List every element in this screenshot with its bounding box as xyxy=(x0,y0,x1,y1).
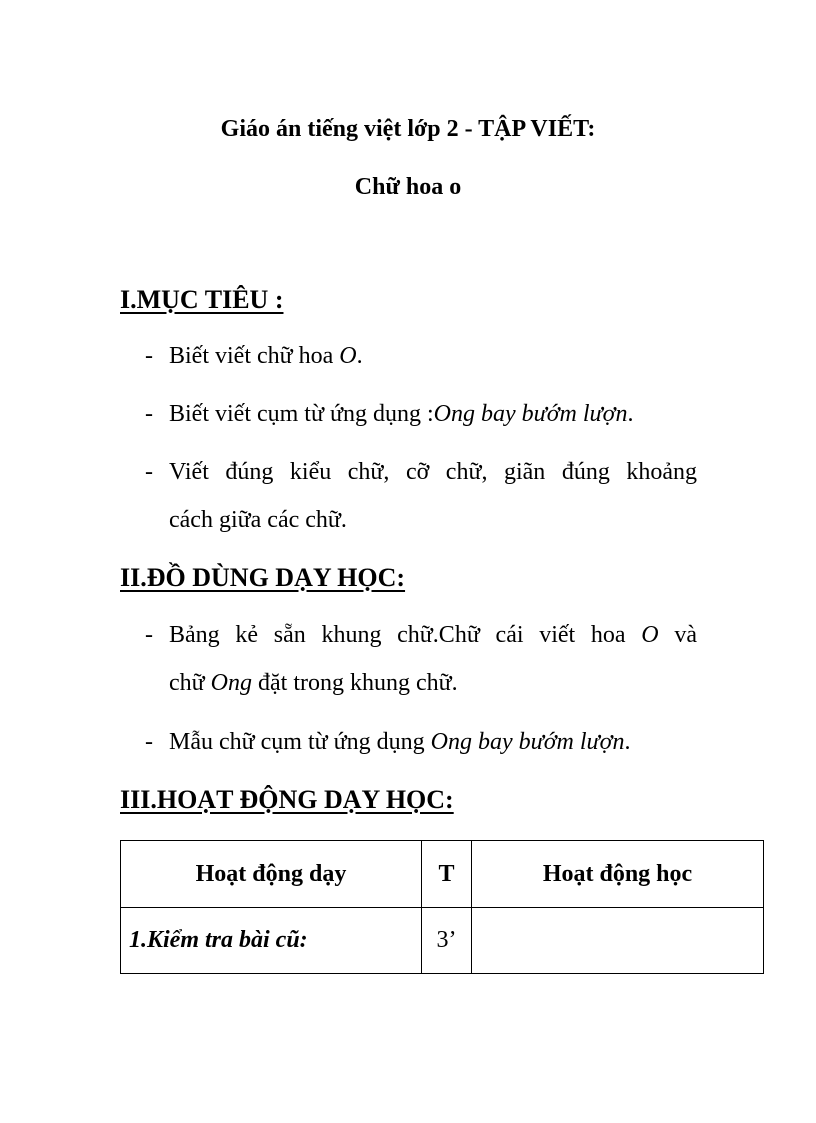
list-item-text: Viết đúng kiểu chữ, cỡ chữ, giãn đúng khoảng xyxy=(169,459,697,485)
document-subtitle: Chữ hoa o xyxy=(354,174,462,200)
list-dash: - xyxy=(145,459,153,485)
table-cell-time: 3’ xyxy=(422,908,472,974)
table-cell-teaching: 1.Kiểm tra bài cũ: xyxy=(121,908,422,974)
list-item-continuation: cách giữa các chữ. xyxy=(169,507,347,533)
section-heading-activities: III.HOẠT ĐỘNG DẠY HỌC: xyxy=(120,785,454,814)
list-dash: - xyxy=(145,729,153,755)
table-header-learning: Hoạt động học xyxy=(472,841,764,908)
table-header-time: T xyxy=(422,841,472,908)
list-item-text: Bảng kẻ sẵn khung chữ.Chữ cái viết hoa O và xyxy=(169,622,698,648)
list-item-continuation: chữ Ong đặt trong khung chữ. xyxy=(169,670,458,696)
section-heading-objectives: I.MỤC TIÊU : xyxy=(120,285,284,314)
list-dash: - xyxy=(145,401,153,427)
section-heading-materials: II.ĐỒ DÙNG DẠY HỌC: xyxy=(120,563,406,592)
list-item-text: Biết viết chữ hoa O. xyxy=(169,343,363,369)
table-header-teaching: Hoạt động dạy xyxy=(121,841,422,908)
table-header-row xyxy=(121,841,764,908)
table-row xyxy=(121,908,764,974)
list-dash: - xyxy=(145,622,153,648)
list-item-text: Biết viết cụm từ ứng dụng :Ong bay bướm lượn. xyxy=(169,401,634,427)
list-dash: - xyxy=(145,343,153,369)
activities-table xyxy=(120,840,764,974)
list-item-text: Mẫu chữ cụm từ ứng dụng Ong bay bướm lượn. xyxy=(169,729,631,755)
table-cell-learning xyxy=(472,908,764,974)
document-title: Giáo án tiếng việt lớp 2 - TẬP VIẾT: xyxy=(220,116,596,142)
